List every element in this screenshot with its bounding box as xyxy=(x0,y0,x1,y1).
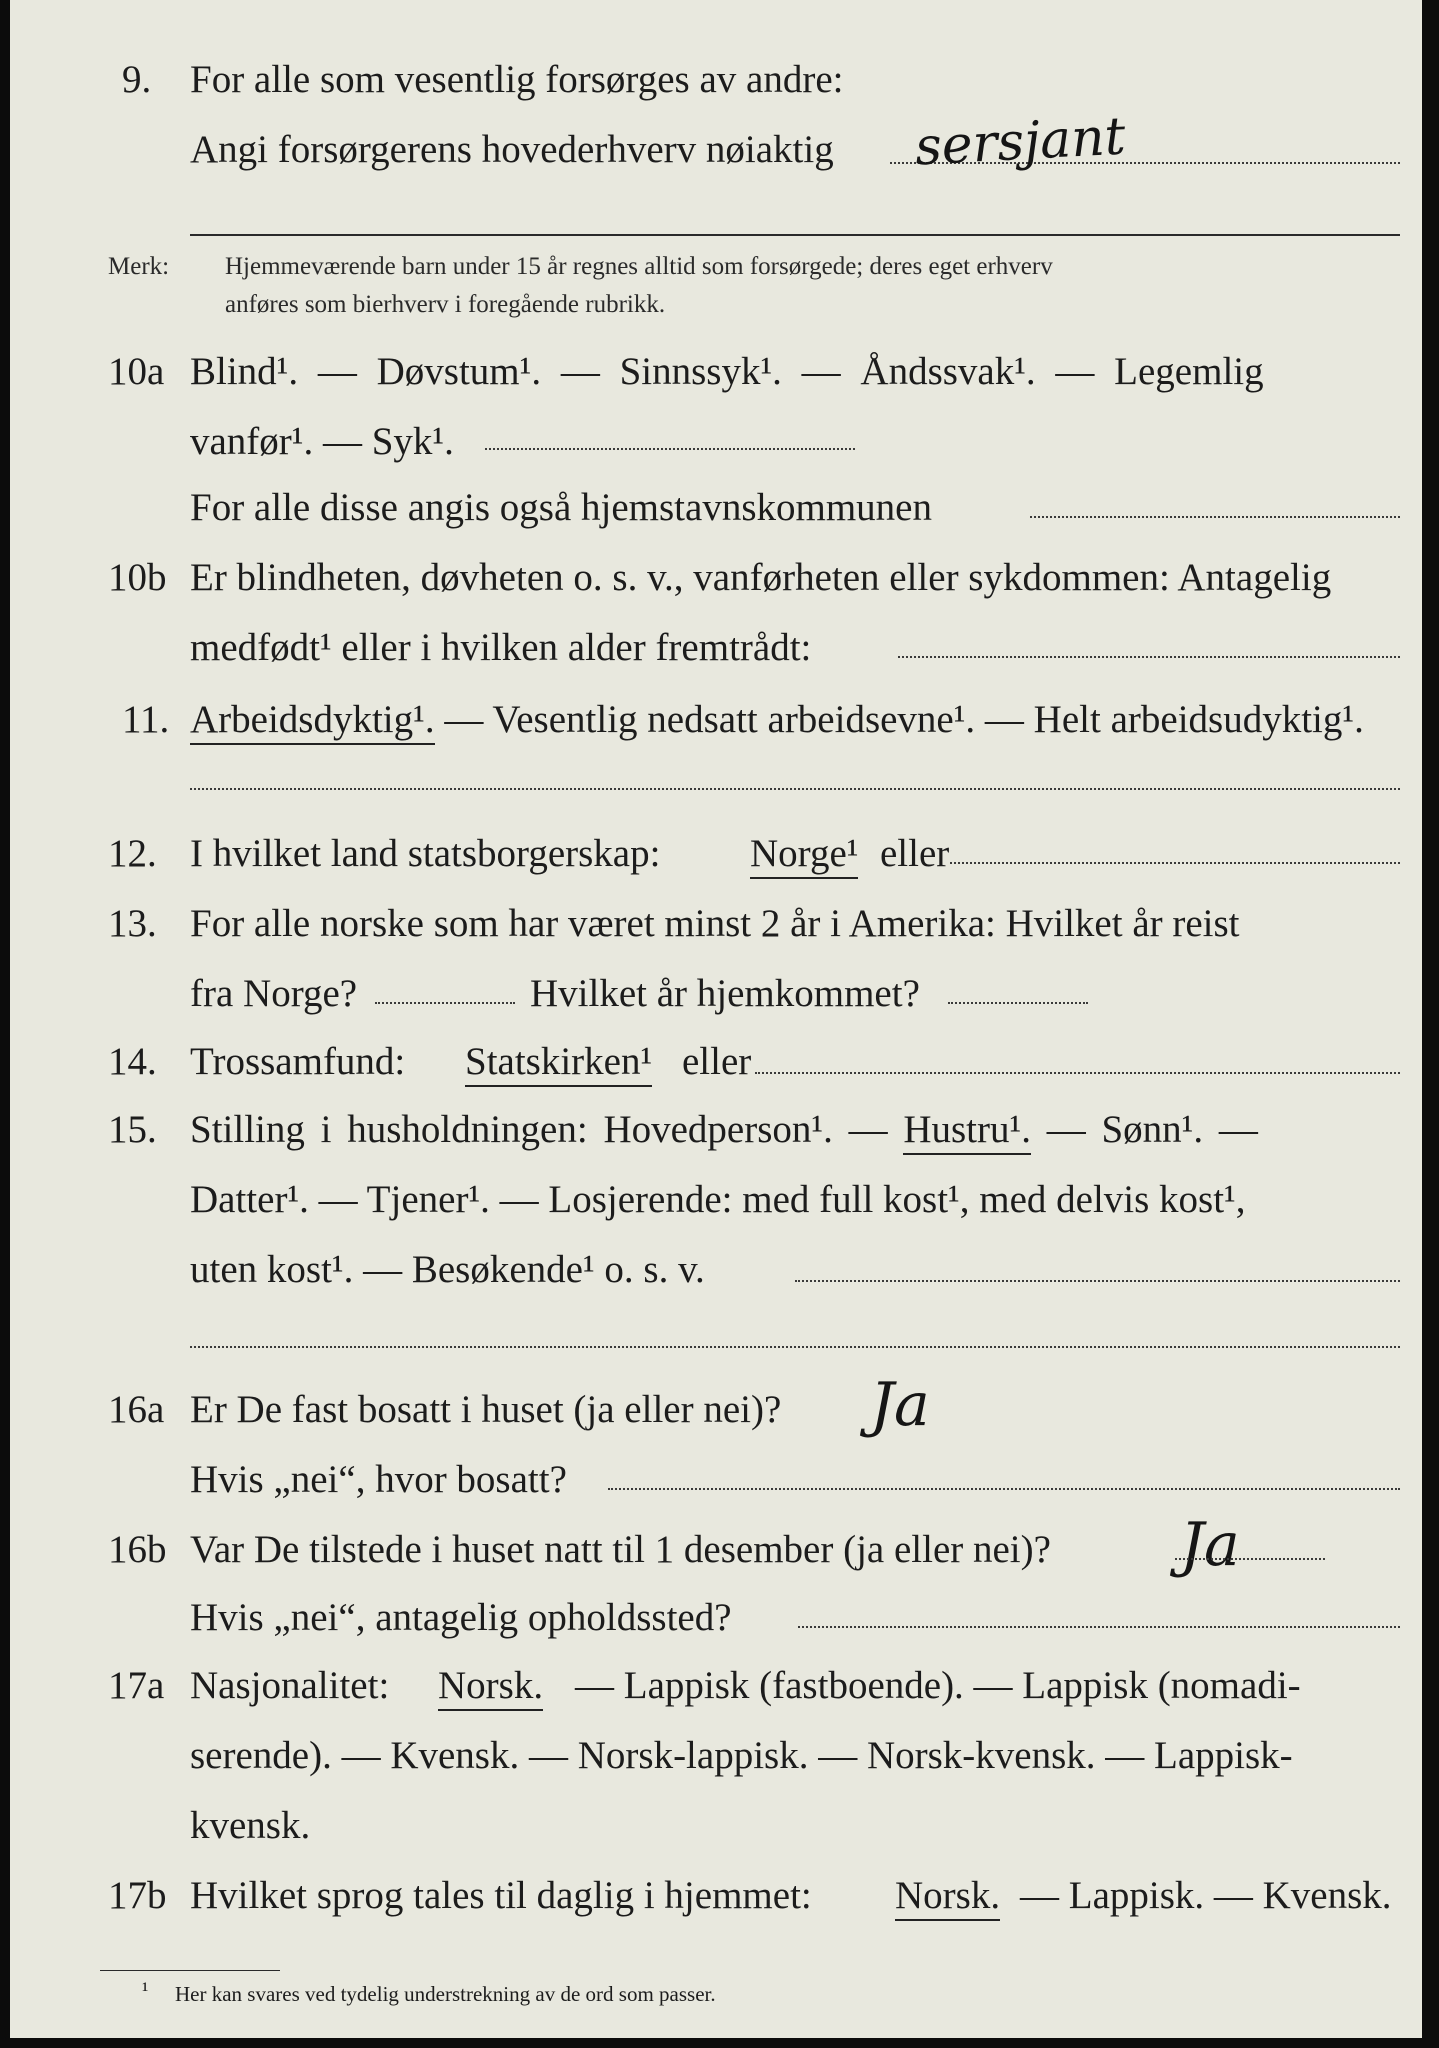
q16a-handwritten-answer: Ja xyxy=(870,1370,930,1440)
q15-line1 xyxy=(190,1110,1258,1149)
q16b-answer-line xyxy=(1175,1558,1325,1560)
q10a-line3: For alle disse angis også hjemstavnskommunen xyxy=(190,486,932,529)
q10a-line1: Blind¹. — Døvstum¹. — Sinnssyk¹. — Åndssvak¹. — Legemlig xyxy=(190,350,1264,393)
q13-number: 13. xyxy=(108,902,157,945)
q15-line3: uten kost¹. — Besøkende¹ o. s. v. xyxy=(190,1248,705,1291)
q17a-line2: serende). — Kvensk. — Norsk-lappisk. — Norsk-kvensk. — Lappisk- xyxy=(190,1734,1293,1777)
q13-line2a: fra Norge? xyxy=(190,972,358,1015)
q17a-selected-option xyxy=(438,1666,543,1705)
q10b-line1: Er blindheten, døvheten o. s. v., vanførheten eller sykdommen: Antagelig xyxy=(190,556,1332,599)
q13-line1: For alle norske som har været minst 2 år i Amerika: Hvilket år reist xyxy=(190,902,1240,945)
q16b-number: 16b xyxy=(108,1528,167,1571)
q10a-number: 10a xyxy=(108,350,165,393)
footnote-text: Her kan svares ved tydelig understrekning av de ord som passer. xyxy=(175,1982,716,2006)
footnote-rule xyxy=(100,1970,280,1971)
q10b-line2: medfødt¹ eller i hvilken alder fremtrådt: xyxy=(190,626,812,669)
q13-line2b: Hvilket år hjemkommet? xyxy=(530,972,920,1015)
q17a-number: 17a xyxy=(108,1664,165,1707)
q14-number: 14. xyxy=(108,1040,157,1083)
q9-line1: For alle som vesentlig forsørges av andre: xyxy=(190,58,844,101)
q12-number: 12. xyxy=(108,832,157,875)
q10b-answer-line xyxy=(898,656,1400,658)
merk-line1: Hjemmeværende barn under 15 år regnes alltid som forsørgede; deres eget erhverv xyxy=(225,253,1053,280)
footnote-mark: ¹ xyxy=(142,1978,149,2002)
q17a-label: Nasjonalitet: xyxy=(190,1664,390,1707)
q12-answer-line xyxy=(950,862,1400,864)
q15-line1-end: — Sønn¹. — xyxy=(1046,1108,1258,1151)
q16a-number: 16a xyxy=(108,1388,165,1431)
q13-right-line xyxy=(948,1002,1088,1004)
q16a-line2: Hvis „nei“, hvor bosatt? xyxy=(190,1458,567,1501)
q17b-number: 17b xyxy=(108,1874,167,1917)
q17a-line1-rest: — Lappisk (fastboende). — Lappisk (nomadi- xyxy=(575,1664,1301,1707)
q15-extra-line xyxy=(190,1346,1400,1348)
q16b-line2: Hvis „nei“, antagelig opholdssted? xyxy=(190,1596,732,1639)
q12-eller: eller xyxy=(880,832,950,875)
q15-selected-option: Hustru¹. xyxy=(903,1108,1031,1155)
q9-handwritten-answer: sersjant xyxy=(913,106,1127,178)
q14-answer-line xyxy=(755,1072,1400,1074)
q9-number: 9. xyxy=(122,58,152,101)
q12-norge: Norge¹ xyxy=(750,832,858,879)
q10a-answer-line xyxy=(485,448,855,450)
q15-number: 15. xyxy=(108,1108,157,1151)
q15-line1-start: Stilling i husholdningen: Hovedperson¹. — xyxy=(190,1108,888,1151)
q11-other-options: — Vesentlig nedsatt arbeidsevne¹. — Helt arbeidsudyktig¹. xyxy=(434,698,1364,741)
q15-line2: Datter¹. — Tjener¹. — Losjerende: med full kost¹, med delvis kost¹, xyxy=(190,1178,1246,1221)
q11-number: 11. xyxy=(122,698,170,741)
q17b-selected-option xyxy=(895,1876,1000,1915)
q14-selected-option xyxy=(465,1042,652,1081)
census-form-page xyxy=(10,0,1422,2038)
q9-line2: Angi forsørgerens hovederhverv nøiaktig xyxy=(190,128,834,171)
q17b-question: Hvilket sprog tales til daglig i hjemmet: xyxy=(190,1874,812,1917)
q11-selected-option: Arbeidsdyktig¹. xyxy=(190,698,435,745)
merk-line2: anføres som bierhverv i foregående rubrikk. xyxy=(225,291,666,318)
q17b-norsk: Norsk. xyxy=(895,1874,1000,1921)
q15-answer-line xyxy=(795,1280,1400,1282)
q10b-number: 10b xyxy=(108,556,167,599)
q17a-line3: kvensk. xyxy=(190,1804,311,1847)
q13-left-line xyxy=(375,1002,515,1004)
q14-statskirken: Statskirken¹ xyxy=(465,1040,652,1087)
q16b-line1: Var De tilstede i huset natt til 1 desember (ja eller nei)? xyxy=(190,1528,1051,1571)
q14-question: Trossamfund: xyxy=(190,1040,406,1083)
q12-question: I hvilket land statsborgerskap: xyxy=(190,832,661,875)
q16b-handwritten-answer: Ja xyxy=(1180,1510,1240,1580)
section-rule xyxy=(190,234,1400,236)
q10a-line2: vanfør¹. — Syk¹. xyxy=(190,420,454,463)
q17b-other-options: — Lappisk. — Kvensk. xyxy=(1020,1874,1392,1917)
q11-options xyxy=(190,700,1364,739)
q16a-answer-line xyxy=(608,1488,1400,1490)
q12-selected-option xyxy=(750,834,858,873)
q11-answer-line xyxy=(190,788,1400,790)
q16b-location-line xyxy=(798,1626,1400,1628)
merk-label: Merk: xyxy=(108,253,170,280)
q17a-norsk: Norsk. xyxy=(438,1664,543,1711)
q14-eller: eller xyxy=(682,1040,752,1083)
q10a-home-line xyxy=(1030,516,1400,518)
q16a-line1: Er De fast bosatt i huset (ja eller nei)? xyxy=(190,1388,782,1431)
